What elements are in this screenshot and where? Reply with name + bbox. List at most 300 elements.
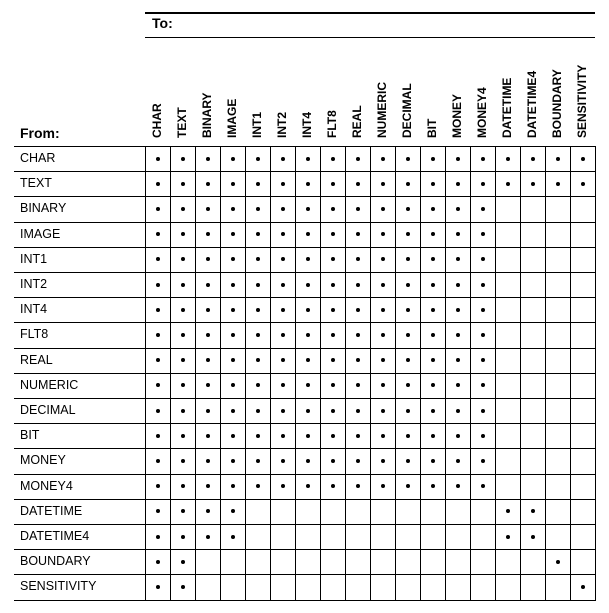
conversion-dot [456, 459, 460, 463]
conversion-dot [281, 434, 285, 438]
column-header: IMAGE [225, 98, 239, 138]
conversion-dot [156, 409, 160, 413]
conversion-dot [481, 182, 485, 186]
conversion-dot [306, 308, 310, 312]
conversion-dot [481, 308, 485, 312]
grid-hline [14, 272, 595, 273]
conversion-dot [231, 409, 235, 413]
conversion-dot [231, 459, 235, 463]
conversion-dot [306, 459, 310, 463]
grid-hline [14, 196, 595, 197]
conversion-dot [181, 358, 185, 362]
conversion-dot [406, 358, 410, 362]
grid-vline [595, 146, 596, 601]
conversion-dot [181, 308, 185, 312]
conversion-dot [156, 585, 160, 589]
grid-vline [445, 146, 446, 601]
row-header: CHAR [20, 151, 56, 165]
grid-hline [14, 348, 595, 349]
grid-hline [14, 171, 595, 172]
grid-hline [14, 524, 595, 525]
conversion-dot [156, 207, 160, 211]
conversion-dot [431, 459, 435, 463]
conversion-dot [206, 157, 210, 161]
conversion-dot [231, 383, 235, 387]
conversion-dot [256, 207, 260, 211]
conversion-dot [181, 535, 185, 539]
column-header: REAL [350, 105, 364, 138]
conversion-dot [306, 383, 310, 387]
conversion-dot [156, 434, 160, 438]
conversion-dot [331, 383, 335, 387]
row-header: INT2 [20, 277, 48, 291]
conversion-dot [181, 509, 185, 513]
conversion-dot [356, 333, 360, 337]
conversion-dot [531, 157, 535, 161]
conversion-dot [331, 182, 335, 186]
column-header: DATETIME [500, 77, 514, 138]
conversion-dot [481, 409, 485, 413]
conversion-dot [181, 207, 185, 211]
conversion-dot [206, 509, 210, 513]
conversion-dot [306, 232, 310, 236]
conversion-dot [406, 232, 410, 236]
conversion-dot [206, 182, 210, 186]
column-header: MONEY4 [475, 87, 489, 138]
from-heading: From: [20, 125, 60, 141]
row-header: BINARY [20, 201, 67, 216]
conversion-dot [431, 257, 435, 261]
conversion-dot [431, 157, 435, 161]
row-header: DATETIME4 [20, 529, 90, 543]
grid-vline [570, 146, 571, 601]
conversion-dot [231, 333, 235, 337]
conversion-dot [306, 434, 310, 438]
conversion-dot [231, 182, 235, 186]
conversion-dot [331, 308, 335, 312]
conversion-dot [281, 308, 285, 312]
conversion-dot [481, 333, 485, 337]
conversion-dot [381, 409, 385, 413]
conversion-dot [381, 283, 385, 287]
grid-hline [14, 297, 595, 298]
conversion-dot [431, 383, 435, 387]
row-header: DECIMAL [20, 403, 76, 417]
conversion-dot [356, 232, 360, 236]
conversion-dot [206, 257, 210, 261]
conversion-dot [481, 207, 485, 211]
conversion-dot [431, 182, 435, 186]
conversion-dot [181, 409, 185, 413]
conversion-dot [331, 434, 335, 438]
column-header: INT4 [300, 111, 314, 138]
grid-vline [470, 146, 471, 601]
row-header: TEXT [20, 176, 52, 191]
conversion-dot [381, 358, 385, 362]
grid-hline [14, 600, 595, 601]
conversion-dot [331, 409, 335, 413]
conversion-dot [306, 207, 310, 211]
conversion-dot [581, 182, 585, 186]
conversion-dot [406, 434, 410, 438]
conversion-dot [456, 157, 460, 161]
conversion-dot [356, 283, 360, 287]
column-header: FLT8 [325, 110, 339, 138]
conversion-dot [156, 283, 160, 287]
conversion-dot [181, 157, 185, 161]
conversion-dot [206, 232, 210, 236]
conversion-dot [256, 459, 260, 463]
conversion-dot [181, 484, 185, 488]
conversion-dot [431, 283, 435, 287]
conversion-dot [506, 182, 510, 186]
conversion-dot [306, 409, 310, 413]
conversion-dot [256, 232, 260, 236]
grid-vline [320, 146, 321, 601]
conversion-dot [256, 358, 260, 362]
conversion-dot [456, 333, 460, 337]
conversion-dot [181, 182, 185, 186]
column-header: INT2 [275, 111, 289, 138]
conversion-dot [406, 257, 410, 261]
conversion-dot [156, 484, 160, 488]
conversion-dot [381, 484, 385, 488]
conversion-dot [406, 484, 410, 488]
conversion-dot [481, 358, 485, 362]
conversion-dot [306, 157, 310, 161]
conversion-dot [156, 182, 160, 186]
conversion-dot [456, 434, 460, 438]
to-underline [145, 37, 595, 38]
grid-vline [345, 146, 346, 601]
conversion-dot [356, 383, 360, 387]
conversion-dot [156, 358, 160, 362]
conversion-dot [331, 207, 335, 211]
conversion-dot [306, 358, 310, 362]
conversion-dot [281, 383, 285, 387]
column-header: MONEY [450, 93, 464, 138]
grid-vline [420, 146, 421, 601]
column-header: DECIMAL [400, 83, 414, 138]
conversion-dot [231, 358, 235, 362]
row-header: MONEY [20, 453, 66, 468]
conversion-dot [206, 484, 210, 488]
column-header: CHAR [150, 103, 164, 138]
grid-hline [14, 222, 595, 223]
conversion-dot [206, 434, 210, 438]
conversion-dot [231, 157, 235, 161]
conversion-dot [181, 232, 185, 236]
conversion-dot [381, 182, 385, 186]
conversion-dot [456, 308, 460, 312]
conversion-dot [156, 459, 160, 463]
conversion-dot [381, 333, 385, 337]
conversion-dot [156, 157, 160, 161]
row-header: SENSITIVITY [20, 579, 97, 594]
conversion-dot [206, 308, 210, 312]
conversion-dot [456, 257, 460, 261]
grid-vline [545, 146, 546, 601]
grid-hline [14, 474, 595, 475]
conversion-dot [556, 157, 560, 161]
conversion-dot [331, 257, 335, 261]
conversion-dot [481, 232, 485, 236]
conversion-dot [281, 283, 285, 287]
conversion-dot [481, 484, 485, 488]
conversion-dot [181, 333, 185, 337]
grid-hline [14, 373, 595, 374]
conversion-dot [581, 157, 585, 161]
to-heading: To: [152, 15, 173, 31]
conversion-dot [456, 232, 460, 236]
conversion-dot [506, 157, 510, 161]
conversion-dot [231, 207, 235, 211]
row-header: FLT8 [20, 327, 49, 342]
conversion-dot [256, 257, 260, 261]
conversion-dot [206, 333, 210, 337]
conversion-dot [231, 434, 235, 438]
conversion-dot [456, 207, 460, 211]
conversion-dot [231, 232, 235, 236]
conversion-dot [381, 232, 385, 236]
conversion-dot [381, 207, 385, 211]
conversion-dot [256, 383, 260, 387]
conversion-dot [356, 409, 360, 413]
column-header: TEXT [175, 107, 189, 138]
conversion-dot [381, 434, 385, 438]
conversion-dot [481, 434, 485, 438]
conversion-dot [181, 585, 185, 589]
conversion-dot [381, 383, 385, 387]
conversion-dot [181, 383, 185, 387]
conversion-dot [331, 358, 335, 362]
conversion-dot [481, 283, 485, 287]
grid-vline [295, 146, 296, 601]
conversion-dot [431, 484, 435, 488]
conversion-dot [456, 358, 460, 362]
conversion-dot [581, 585, 585, 589]
grid-vline [220, 146, 221, 601]
conversion-dot [231, 535, 235, 539]
conversion-dot [456, 383, 460, 387]
grid-hline [14, 398, 595, 399]
conversion-dot [206, 535, 210, 539]
conversion-dot [381, 308, 385, 312]
conversion-dot [306, 182, 310, 186]
grid-vline [170, 146, 171, 601]
column-header: DATETIME4 [525, 70, 539, 138]
conversion-dot [206, 409, 210, 413]
row-header: REAL [20, 352, 53, 367]
conversion-dot [231, 283, 235, 287]
conversion-dot [281, 232, 285, 236]
conversion-dot [481, 383, 485, 387]
conversion-dot [281, 409, 285, 413]
conversion-dot [256, 182, 260, 186]
conversion-dot [256, 484, 260, 488]
conversion-dot [406, 333, 410, 337]
conversion-dot [281, 182, 285, 186]
grid-vline [270, 146, 271, 601]
conversion-dot [156, 333, 160, 337]
column-header: BIT [425, 118, 439, 138]
conversion-dot [406, 283, 410, 287]
conversion-dot [331, 283, 335, 287]
conversion-dot [281, 333, 285, 337]
row-header: INT1 [20, 251, 48, 266]
conversion-dot [356, 434, 360, 438]
conversion-dot [531, 509, 535, 513]
conversion-dot [156, 232, 160, 236]
conversion-dot [406, 383, 410, 387]
grid-vline [195, 146, 196, 601]
conversion-dot [331, 232, 335, 236]
conversion-dot [406, 157, 410, 161]
conversion-dot [356, 257, 360, 261]
grid-hline [14, 146, 595, 147]
grid-vline [245, 146, 246, 601]
conversion-dot [231, 484, 235, 488]
grid-hline [14, 448, 595, 449]
conversion-dot [356, 308, 360, 312]
conversion-dot [181, 459, 185, 463]
conversion-dot [431, 358, 435, 362]
column-header: NUMERIC [375, 82, 389, 138]
column-header: BOUNDARY [550, 69, 564, 138]
grid-vline [520, 146, 521, 601]
conversion-dot [306, 333, 310, 337]
grid-hline [14, 247, 595, 248]
conversion-dot [481, 257, 485, 261]
conversion-dot [406, 308, 410, 312]
grid-hline [14, 499, 595, 500]
conversion-dot [156, 535, 160, 539]
grid-vline [145, 146, 146, 601]
conversion-dot [406, 459, 410, 463]
row-header: BOUNDARY [20, 554, 91, 569]
conversion-dot [281, 484, 285, 488]
column-header: INT1 [250, 111, 264, 138]
conversion-dot [181, 560, 185, 564]
row-header: IMAGE [20, 226, 61, 241]
row-header: INT4 [20, 302, 48, 317]
conversion-dot [506, 509, 510, 513]
conversion-dot [281, 157, 285, 161]
conversion-dot [481, 157, 485, 161]
conversion-dot [156, 509, 160, 513]
column-header: SENSITIVITY [575, 64, 589, 138]
conversion-dot [231, 308, 235, 312]
conversion-dot [206, 383, 210, 387]
conversion-dot [356, 157, 360, 161]
conversion-dot [531, 535, 535, 539]
conversion-dot [206, 459, 210, 463]
conversion-dot [506, 535, 510, 539]
conversion-dot [381, 459, 385, 463]
conversion-dot [431, 232, 435, 236]
conversion-dot [431, 333, 435, 337]
conversion-dot [381, 157, 385, 161]
conversion-dot [456, 182, 460, 186]
conversion-dot [256, 308, 260, 312]
conversion-dot [556, 560, 560, 564]
conversion-dot [431, 308, 435, 312]
grid-hline [14, 574, 595, 575]
grid-vline [495, 146, 496, 601]
conversion-dot [256, 409, 260, 413]
conversion-dot [431, 409, 435, 413]
conversion-dot [356, 459, 360, 463]
grid-vline [395, 146, 396, 601]
conversion-dot [531, 182, 535, 186]
conversion-dot [281, 358, 285, 362]
conversion-dot [181, 257, 185, 261]
conversion-dot [456, 409, 460, 413]
column-header: BINARY [200, 92, 214, 138]
grid-vline [370, 146, 371, 601]
top-rule [145, 12, 595, 14]
conversion-dot [156, 383, 160, 387]
conversion-dot [306, 484, 310, 488]
conversion-dot [431, 207, 435, 211]
conversion-dot [256, 157, 260, 161]
conversion-dot [256, 333, 260, 337]
conversion-dot [231, 257, 235, 261]
conversion-dot [156, 560, 160, 564]
conversion-dot [156, 308, 160, 312]
grid-hline [14, 423, 595, 424]
conversion-dot [306, 257, 310, 261]
conversion-dot [231, 509, 235, 513]
row-header: MONEY4 [20, 478, 73, 493]
conversion-dot [331, 157, 335, 161]
grid-hline [14, 322, 595, 323]
conversion-dot [431, 434, 435, 438]
conversion-dot [356, 207, 360, 211]
conversion-dot [181, 434, 185, 438]
row-header: NUMERIC [20, 377, 79, 392]
conversion-dot [256, 434, 260, 438]
conversion-dot [556, 182, 560, 186]
conversion-dot [306, 283, 310, 287]
conversion-dot [256, 283, 260, 287]
conversion-dot [356, 484, 360, 488]
conversion-dot [356, 358, 360, 362]
conversion-dot [381, 257, 385, 261]
conversion-dot [406, 182, 410, 186]
conversion-dot [206, 283, 210, 287]
conversion-dot [356, 182, 360, 186]
row-header: DATETIME [20, 503, 83, 518]
conversion-dot [481, 459, 485, 463]
conversion-dot [281, 459, 285, 463]
conversion-dot [406, 207, 410, 211]
grid-hline [14, 549, 595, 550]
row-header: BIT [20, 428, 40, 443]
conversion-dot [281, 207, 285, 211]
conversion-dot [331, 459, 335, 463]
conversion-dot [156, 257, 160, 261]
conversion-dot [281, 257, 285, 261]
conversion-dot [331, 484, 335, 488]
conversion-dot [456, 283, 460, 287]
conversion-dot [206, 358, 210, 362]
conversion-dot [406, 409, 410, 413]
conversion-dot [181, 283, 185, 287]
conversion-dot [456, 484, 460, 488]
conversion-dot [206, 207, 210, 211]
conversion-dot [331, 333, 335, 337]
